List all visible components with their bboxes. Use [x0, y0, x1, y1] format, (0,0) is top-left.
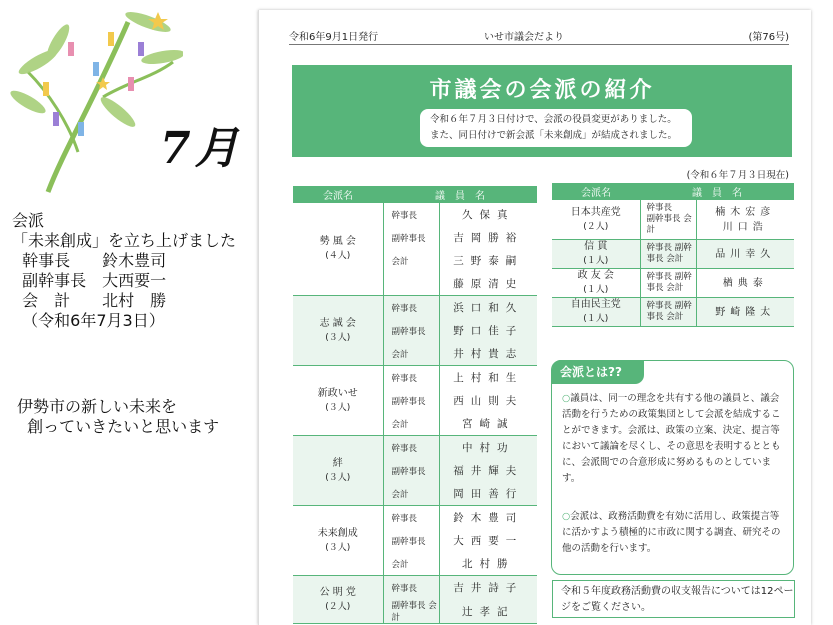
- col-members: 議 員 名: [383, 186, 537, 203]
- member-role: 幹事長 副幹事長 会計: [640, 200, 696, 240]
- member-role: 副幹事長: [383, 529, 439, 552]
- as-of-date: (令和６年７月３日現在): [686, 170, 789, 181]
- tanabata-bamboo-illustration: [8, 2, 183, 194]
- faq-paragraph-2: ○会派は、政務活動費を有効に活用し、政策提言等に活かすよう積極的に市政に関する調査、研究その他の活動を行います。: [562, 511, 781, 554]
- col-faction: 会派名: [552, 183, 640, 200]
- member-name: 鈴木豊司: [439, 506, 537, 530]
- faction-group: [293, 296, 537, 366]
- faction-group: [552, 240, 794, 269]
- member-name: 吉井詩子: [439, 576, 537, 600]
- faction-name: 公 明 党 (２人): [319, 586, 356, 612]
- newsletter-header: [289, 28, 789, 45]
- slide-panel: [0, 0, 262, 625]
- member-role: 幹事長 副幹事長 会計: [640, 240, 696, 269]
- col-members: 議 員 名: [640, 183, 794, 200]
- member-role: 会計: [383, 412, 439, 436]
- col-faction: 会派名: [293, 186, 383, 203]
- member-name: 井村貴志: [439, 342, 537, 366]
- faction-group: [293, 203, 537, 296]
- member-role: 幹事長 副幹事長 会計: [640, 269, 696, 298]
- member-role: 会計: [383, 249, 439, 272]
- member-name: 藤原清史: [439, 272, 537, 296]
- member-name: 楢典泰: [696, 269, 794, 298]
- member-name: 楠木宏彦 川口浩: [696, 200, 794, 240]
- banner-notice: [420, 109, 692, 147]
- faction-group: [293, 576, 537, 624]
- faction-name: 信 貫 (１人): [583, 241, 609, 266]
- note-line: 副幹事長 大西要一: [12, 271, 167, 290]
- issue-number: (第76号): [748, 32, 789, 43]
- member-role: 幹事長 副幹事長 会計: [640, 298, 696, 327]
- note-line: 会派: [12, 211, 45, 230]
- member-role: 副幹事長 会計: [383, 599, 439, 624]
- notice-line: 令和６年７月３日付けで、会派の役員変更がありました。: [430, 114, 677, 125]
- member-role: 会計: [383, 482, 439, 506]
- member-role: [383, 272, 439, 296]
- faction-name: 自由民主党 (１人): [570, 299, 621, 324]
- member-name: 辻孝記: [439, 599, 537, 624]
- member-role: 会計: [383, 342, 439, 366]
- member-name: 吉岡勝裕: [439, 226, 537, 249]
- banner-title: 市議会の会派の紹介: [429, 78, 655, 103]
- member-name: 野口佳子: [439, 319, 537, 342]
- faq-title: 会派とは??: [552, 360, 644, 384]
- circle-bullet-icon: ○: [562, 393, 571, 404]
- member-name: 三野泰嗣: [439, 249, 537, 272]
- month-label: 7月: [160, 123, 243, 174]
- what-is-faction-box: [551, 360, 794, 575]
- member-role: 幹事長: [383, 576, 439, 600]
- newsletter-name: いせ市議会だより: [484, 32, 564, 43]
- faction-group: [293, 366, 537, 436]
- member-name: 野崎隆太: [696, 298, 794, 327]
- member-name: 岡田善行: [439, 482, 537, 506]
- member-name: 北村勝: [439, 552, 537, 576]
- member-role: 副幹事長: [383, 459, 439, 482]
- circle-bullet-icon: ○: [562, 511, 571, 522]
- member-name: 浜口和久: [439, 296, 537, 320]
- note-line: （令和6年7月3日）: [12, 311, 165, 330]
- announcement-note: [12, 211, 236, 331]
- faction-table-right: [552, 183, 794, 327]
- faction-name: 勢 風 会 (４人): [319, 236, 356, 261]
- faction-name: 絆 (３人): [325, 457, 351, 483]
- notice-line: また、同日付けで新会派「未来創成」が結成されました。: [430, 130, 678, 141]
- title-banner: [292, 65, 792, 157]
- member-name: 福井輝夫: [439, 459, 537, 482]
- report-note: 令和５年度政務活動費の収支報告については12ページをご覧ください。: [552, 580, 795, 618]
- member-name: 久保真: [439, 203, 537, 226]
- newsletter-page: [258, 10, 811, 625]
- member-role: 副幹事長: [383, 389, 439, 412]
- faction-group: [552, 269, 794, 298]
- faction-group: [293, 436, 537, 506]
- note-line: 幹事長 鈴木豊司: [12, 251, 167, 270]
- faction-group: [552, 200, 794, 240]
- faction-group: [293, 506, 537, 576]
- closing-line: 創っていきたいと思います: [17, 417, 220, 436]
- member-role: 幹事長: [383, 436, 439, 460]
- faction-group: [552, 298, 794, 327]
- faction-name: 志 誠 会 (３人): [319, 317, 356, 343]
- member-role: 副幹事長: [383, 319, 439, 342]
- member-name: 品川幸久: [696, 240, 794, 269]
- member-name: 大西要一: [439, 529, 537, 552]
- member-role: 幹事長: [383, 366, 439, 390]
- closing-line: 伊勢市の新しい未来を: [17, 397, 178, 416]
- faction-name: 政 友 会 (１人): [577, 270, 614, 295]
- member-name: 中村功: [439, 436, 537, 460]
- member-name: 上村和生: [439, 366, 537, 390]
- faq-paragraph-1: ○議員は、同一の理念を共有する他の議員と、議会活動を行うための政策集団として会派を結成することができます。会派は、政策の立案、決定、提言等において議論を尽くし、その意思を表明するとともに、会派間での合意形成に努めるものとしています。: [562, 393, 781, 484]
- note-line: 会 計 北村 勝: [12, 291, 167, 310]
- member-role: 幹事長: [383, 506, 439, 530]
- note-line: 「未来創成」を立ち上げました: [12, 231, 237, 250]
- member-role: 会計: [383, 552, 439, 576]
- issue-date: 令和6年9月1日発行: [289, 32, 379, 43]
- member-role: 幹事長: [383, 296, 439, 320]
- faction-name: 日本共産党 (２人): [570, 206, 621, 232]
- member-name: 宮崎誠: [439, 412, 537, 436]
- member-role: 幹事長: [383, 203, 439, 226]
- faction-name: 新政いせ (３人): [317, 387, 358, 413]
- faction-name: 未来創成 (３人): [317, 527, 358, 553]
- member-name: 西山則夫: [439, 389, 537, 412]
- member-role: 副幹事長: [383, 226, 439, 249]
- faction-table-left: [293, 186, 537, 624]
- closing-message: [17, 397, 219, 437]
